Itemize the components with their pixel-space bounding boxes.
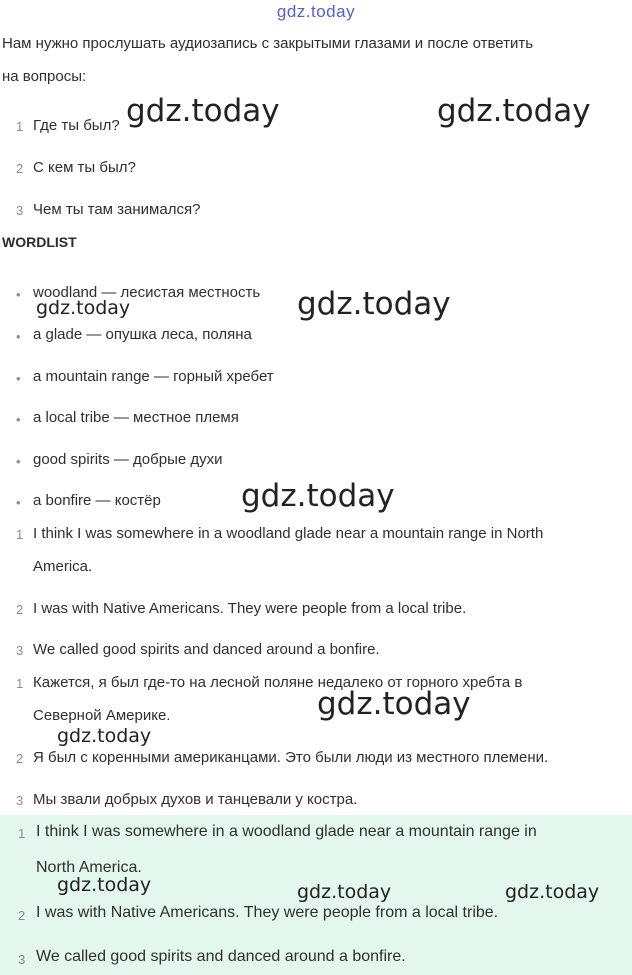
watermark: gdz.today bbox=[317, 686, 471, 722]
watermark: gdz.today bbox=[126, 93, 280, 129]
answer-hl-2-number: 2 bbox=[18, 908, 26, 923]
question-3-number: 3 bbox=[16, 203, 24, 218]
wordlist-item: good spirits — добрые духи bbox=[33, 451, 223, 468]
question-3-text: Чем ты там занимался? bbox=[33, 201, 201, 218]
bullet-icon: • bbox=[16, 371, 21, 386]
answer-ru-2-text: Я был с коренными американцами. Это были люди из местного племени. bbox=[33, 749, 549, 766]
answer-ru-2-number: 2 bbox=[16, 751, 24, 766]
answer-hl-3-number: 3 bbox=[18, 952, 26, 967]
bullet-icon: • bbox=[16, 495, 21, 510]
question-2-text: С кем ты был? bbox=[33, 159, 136, 176]
watermark: gdz.today bbox=[57, 725, 152, 747]
answer-en-3-number: 3 bbox=[16, 643, 24, 658]
answer-en-1-number: 1 bbox=[16, 527, 24, 542]
watermark: gdz.today bbox=[505, 881, 600, 903]
wordlist-item: a glade — опушка леса, поляна bbox=[33, 326, 252, 343]
watermark: gdz.today bbox=[297, 881, 392, 903]
question-1-text: Где ты был? bbox=[33, 117, 120, 134]
answer-en-2-number: 2 bbox=[16, 602, 24, 617]
intro-line-1: Нам нужно прослушать аудиозапись с закрытыми глазами и после ответить bbox=[2, 35, 534, 52]
answer-hl-1-line-1: I think I was somewhere in a woodland glade near a mountain range in bbox=[36, 823, 537, 840]
answer-ru-1-line-1: Кажется, я был где-то на лесной поляне недалеко от горного хребта в bbox=[33, 674, 523, 691]
answer-hl-2-text: I was with Native Americans. They were people from a local tribe. bbox=[36, 904, 499, 921]
answer-en-1-line-2: America. bbox=[33, 558, 93, 575]
question-2-number: 2 bbox=[16, 161, 24, 176]
intro-line-2: на вопросы: bbox=[2, 68, 87, 85]
answer-ru-1-number: 1 bbox=[16, 676, 24, 691]
answer-ru-3-text: Мы звали добрых духов и танцевали у костра. bbox=[33, 791, 358, 808]
bullet-icon: • bbox=[16, 412, 21, 427]
question-1-number: 1 bbox=[16, 119, 24, 134]
answer-ru-3-number: 3 bbox=[16, 793, 24, 808]
watermark-top: gdz.today bbox=[276, 2, 356, 21]
answer-hl-3-text: We called good spirits and danced around a bonfire. bbox=[36, 948, 406, 965]
answer-en-1-line-1: I think I was somewhere in a woodland glade near a mountain range in North bbox=[33, 525, 544, 542]
watermark: gdz.today bbox=[437, 93, 591, 129]
answer-en-2-text: I was with Native Americans. They were people from a local tribe. bbox=[33, 600, 467, 617]
answer-hl-1-number: 1 bbox=[18, 826, 26, 841]
answer-hl-1-line-2: North America. bbox=[36, 859, 142, 876]
wordlist-item: woodland — лесистая местность bbox=[33, 284, 261, 301]
watermark: gdz.today bbox=[297, 286, 451, 322]
bullet-icon: • bbox=[16, 287, 21, 302]
answer-ru-1-line-2: Северной Америке. bbox=[33, 707, 171, 724]
watermark: gdz.today bbox=[36, 297, 131, 319]
wordlist-heading: WORDLIST bbox=[2, 234, 77, 250]
watermark: gdz.today bbox=[57, 874, 152, 896]
answer-en-3-text: We called good spirits and danced around a bonfire. bbox=[33, 641, 380, 658]
wordlist-item: a mountain range — горный хребет bbox=[33, 368, 274, 385]
watermark: gdz.today bbox=[241, 478, 395, 514]
bullet-icon: • bbox=[16, 329, 21, 344]
bullet-icon: • bbox=[16, 454, 21, 469]
wordlist-item: a bonfire — костёр bbox=[33, 492, 161, 509]
wordlist-item: a local tribe — местное племя bbox=[33, 409, 239, 426]
